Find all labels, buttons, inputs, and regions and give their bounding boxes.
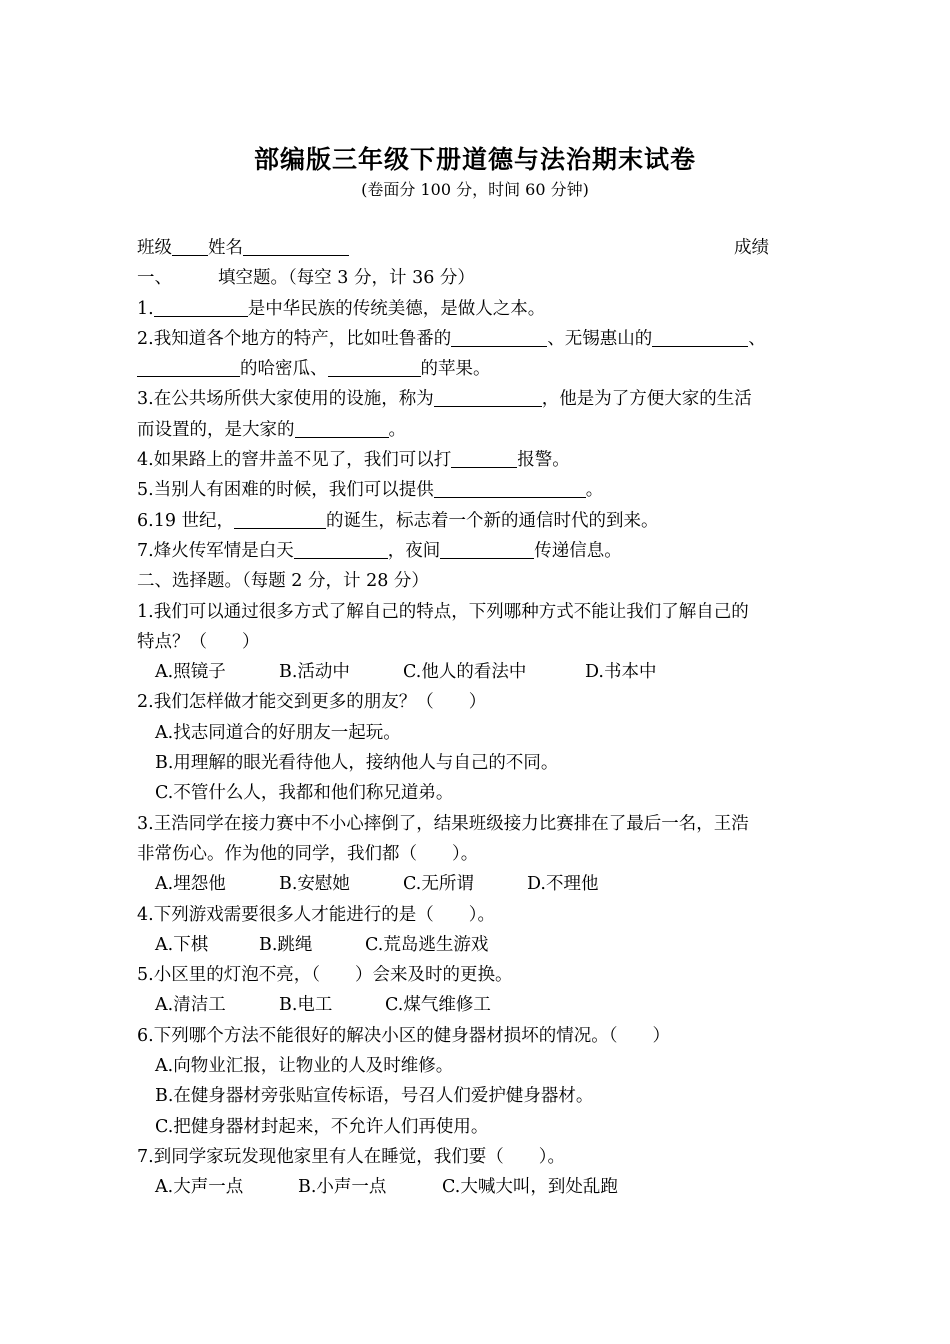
answer-blank[interactable] (294, 540, 388, 559)
question-text: 的诞生，标志着一个新的通信时代的到来。 (326, 510, 659, 531)
option-a[interactable]: A.向物业汇报，让物业的人及时维修。 (155, 1056, 454, 1077)
option-c[interactable]: C.荒岛逃生游戏 (365, 934, 489, 955)
question-text: 的苹果。 (420, 359, 491, 380)
page-subtitle: (卷面分 100 分，时间 60 分钟) (361, 180, 589, 199)
question-text: 6.19 世纪， (137, 510, 235, 531)
question-text: ，他是为了方便大家的生活 (541, 389, 752, 410)
option-c[interactable]: C.无所谓 (403, 874, 474, 895)
answer-blank[interactable] (295, 419, 389, 438)
question-text: 是中华民族的传统美德，是做人之本。 (247, 298, 546, 319)
choice-question-6: 6.下列哪个方法不能很好的解决小区的健身器材损坏的情况。（ ） (137, 1025, 670, 1046)
answer-blank[interactable] (451, 328, 547, 347)
option-a[interactable]: A.埋怨他 (155, 874, 226, 895)
choice-question-4: 4.下列游戏需要很多人才能进行的是（ ）。 (137, 904, 495, 925)
option-b[interactable]: B.电工 (279, 995, 333, 1016)
answer-blank[interactable] (234, 510, 326, 529)
question-text: 传递信息。 (534, 540, 622, 561)
answer-blank[interactable] (328, 358, 421, 377)
section2-heading: 二、选择题。（每题 2 分，计 28 分） (137, 571, 429, 592)
option-a[interactable]: A.大声一点 (155, 1177, 244, 1198)
option-b[interactable]: B.小声一点 (298, 1177, 387, 1198)
option-b[interactable]: B.活动中 (279, 662, 350, 683)
answer-blank[interactable] (137, 358, 240, 377)
exam-content (137, 233, 827, 1203)
question-text: 3.在公共场所供大家使用的设施，称为 (137, 389, 434, 410)
name-blank[interactable] (243, 237, 349, 256)
section1-number: 一、 (137, 268, 172, 289)
class-blank[interactable] (172, 237, 208, 256)
answer-blank[interactable] (440, 540, 534, 559)
question-text: 。 (585, 480, 604, 501)
option-b[interactable]: B.安慰她 (279, 874, 350, 895)
choice-question-3-cont: 非常伤心。作为他的同学，我们都（ ）。 (137, 843, 479, 864)
option-b[interactable]: B.跳绳 (259, 934, 313, 955)
option-d[interactable]: D.不理他 (527, 874, 599, 895)
option-b[interactable]: B.用理解的眼光看待他人，接纳他人与自己的不同。 (155, 753, 559, 774)
choice-question-5: 5.小区里的灯泡不亮，（ ）会来及时的更换。 (137, 965, 513, 986)
fill-question-7 (137, 536, 827, 566)
page-title: 部编版三年级下册道德与法治期末试卷 (253, 145, 696, 174)
question-text: 7.烽火传军情是白天 (137, 540, 294, 561)
answer-blank[interactable] (434, 479, 586, 498)
question-text: 报警。 (517, 450, 570, 471)
option-a[interactable]: A.清洁工 (155, 995, 226, 1016)
answer-blank[interactable] (652, 328, 748, 347)
choice-options-3 (137, 869, 827, 899)
question-text: ，夜间 (387, 540, 441, 561)
choice-options-1 (137, 657, 827, 687)
score-label: 成绩 (734, 238, 769, 258)
choice-question-2: 2.我们怎样做才能交到更多的朋友？（ ） (137, 692, 487, 713)
fill-question-5 (137, 475, 827, 505)
choice-question-3: 3.王浩同学在接力赛中不小心摔倒了，结果班级接力比赛排在了最后一名，王浩 (137, 813, 749, 834)
choice-question-1: 1.我们可以通过很多方式了解自己的特点，下列哪种方式不能让我们了解自己的 (137, 601, 749, 622)
choice-question-1-cont: 特点？（ ） (137, 631, 260, 652)
question-text: 1. (137, 298, 154, 319)
option-d[interactable]: D.书本中 (585, 662, 657, 683)
section1-title: 填空题。（每空 3 分，计 36 分） (218, 268, 475, 289)
option-a[interactable]: A.下棋 (155, 934, 209, 955)
section1-heading (137, 263, 827, 293)
question-text: 、无锡惠山的 (547, 328, 653, 349)
fill-question-2-cont (137, 354, 827, 384)
choice-question-7: 7.到同学家玩发现他家里有人在睡觉，我们要（ ）。 (137, 1146, 565, 1167)
fill-question-3 (137, 384, 827, 414)
choice-options-4 (137, 930, 827, 960)
question-text: 、 (748, 328, 766, 349)
fill-question-4 (137, 445, 827, 475)
choice-options-5 (137, 990, 827, 1020)
option-c[interactable]: C.不管什么人，我都和他们称兄道弟。 (155, 783, 454, 804)
question-text: 5.当别人有困难的时候，我们可以提供 (137, 480, 434, 501)
fill-question-6 (137, 506, 827, 536)
name-label: 姓名 (208, 238, 243, 258)
class-label: 班级 (137, 238, 172, 258)
question-text: 4.如果路上的窨井盖不见了，我们可以打 (137, 450, 452, 471)
option-c[interactable]: C.他人的看法中 (403, 662, 527, 683)
question-text: 的哈密瓜、 (240, 359, 328, 380)
fill-question-1 (137, 294, 827, 324)
question-text: 而设置的，是大家的 (137, 419, 295, 440)
option-b[interactable]: B.在健身器材旁张贴宣传标语，号召人们爱护健身器材。 (155, 1086, 594, 1107)
answer-blank[interactable] (451, 449, 517, 468)
question-text: 。 (388, 419, 406, 440)
choice-options-7 (137, 1172, 827, 1202)
option-c[interactable]: C.大喊大叫，到处乱跑 (442, 1177, 618, 1198)
option-c[interactable]: C.煤气维修工 (385, 995, 491, 1016)
answer-blank[interactable] (434, 388, 542, 407)
fill-question-3-cont (137, 415, 827, 445)
fill-question-2 (137, 324, 827, 354)
student-info-row (137, 233, 827, 263)
option-c[interactable]: C.把健身器材封起来，不允许人们再使用。 (155, 1116, 489, 1137)
answer-blank[interactable] (154, 298, 248, 317)
option-a[interactable]: A.找志同道合的好朋友一起玩。 (155, 722, 401, 743)
question-text: 2.我知道各个地方的特产，比如吐鲁番的 (137, 328, 452, 349)
option-a[interactable]: A.照镜子 (155, 662, 226, 683)
